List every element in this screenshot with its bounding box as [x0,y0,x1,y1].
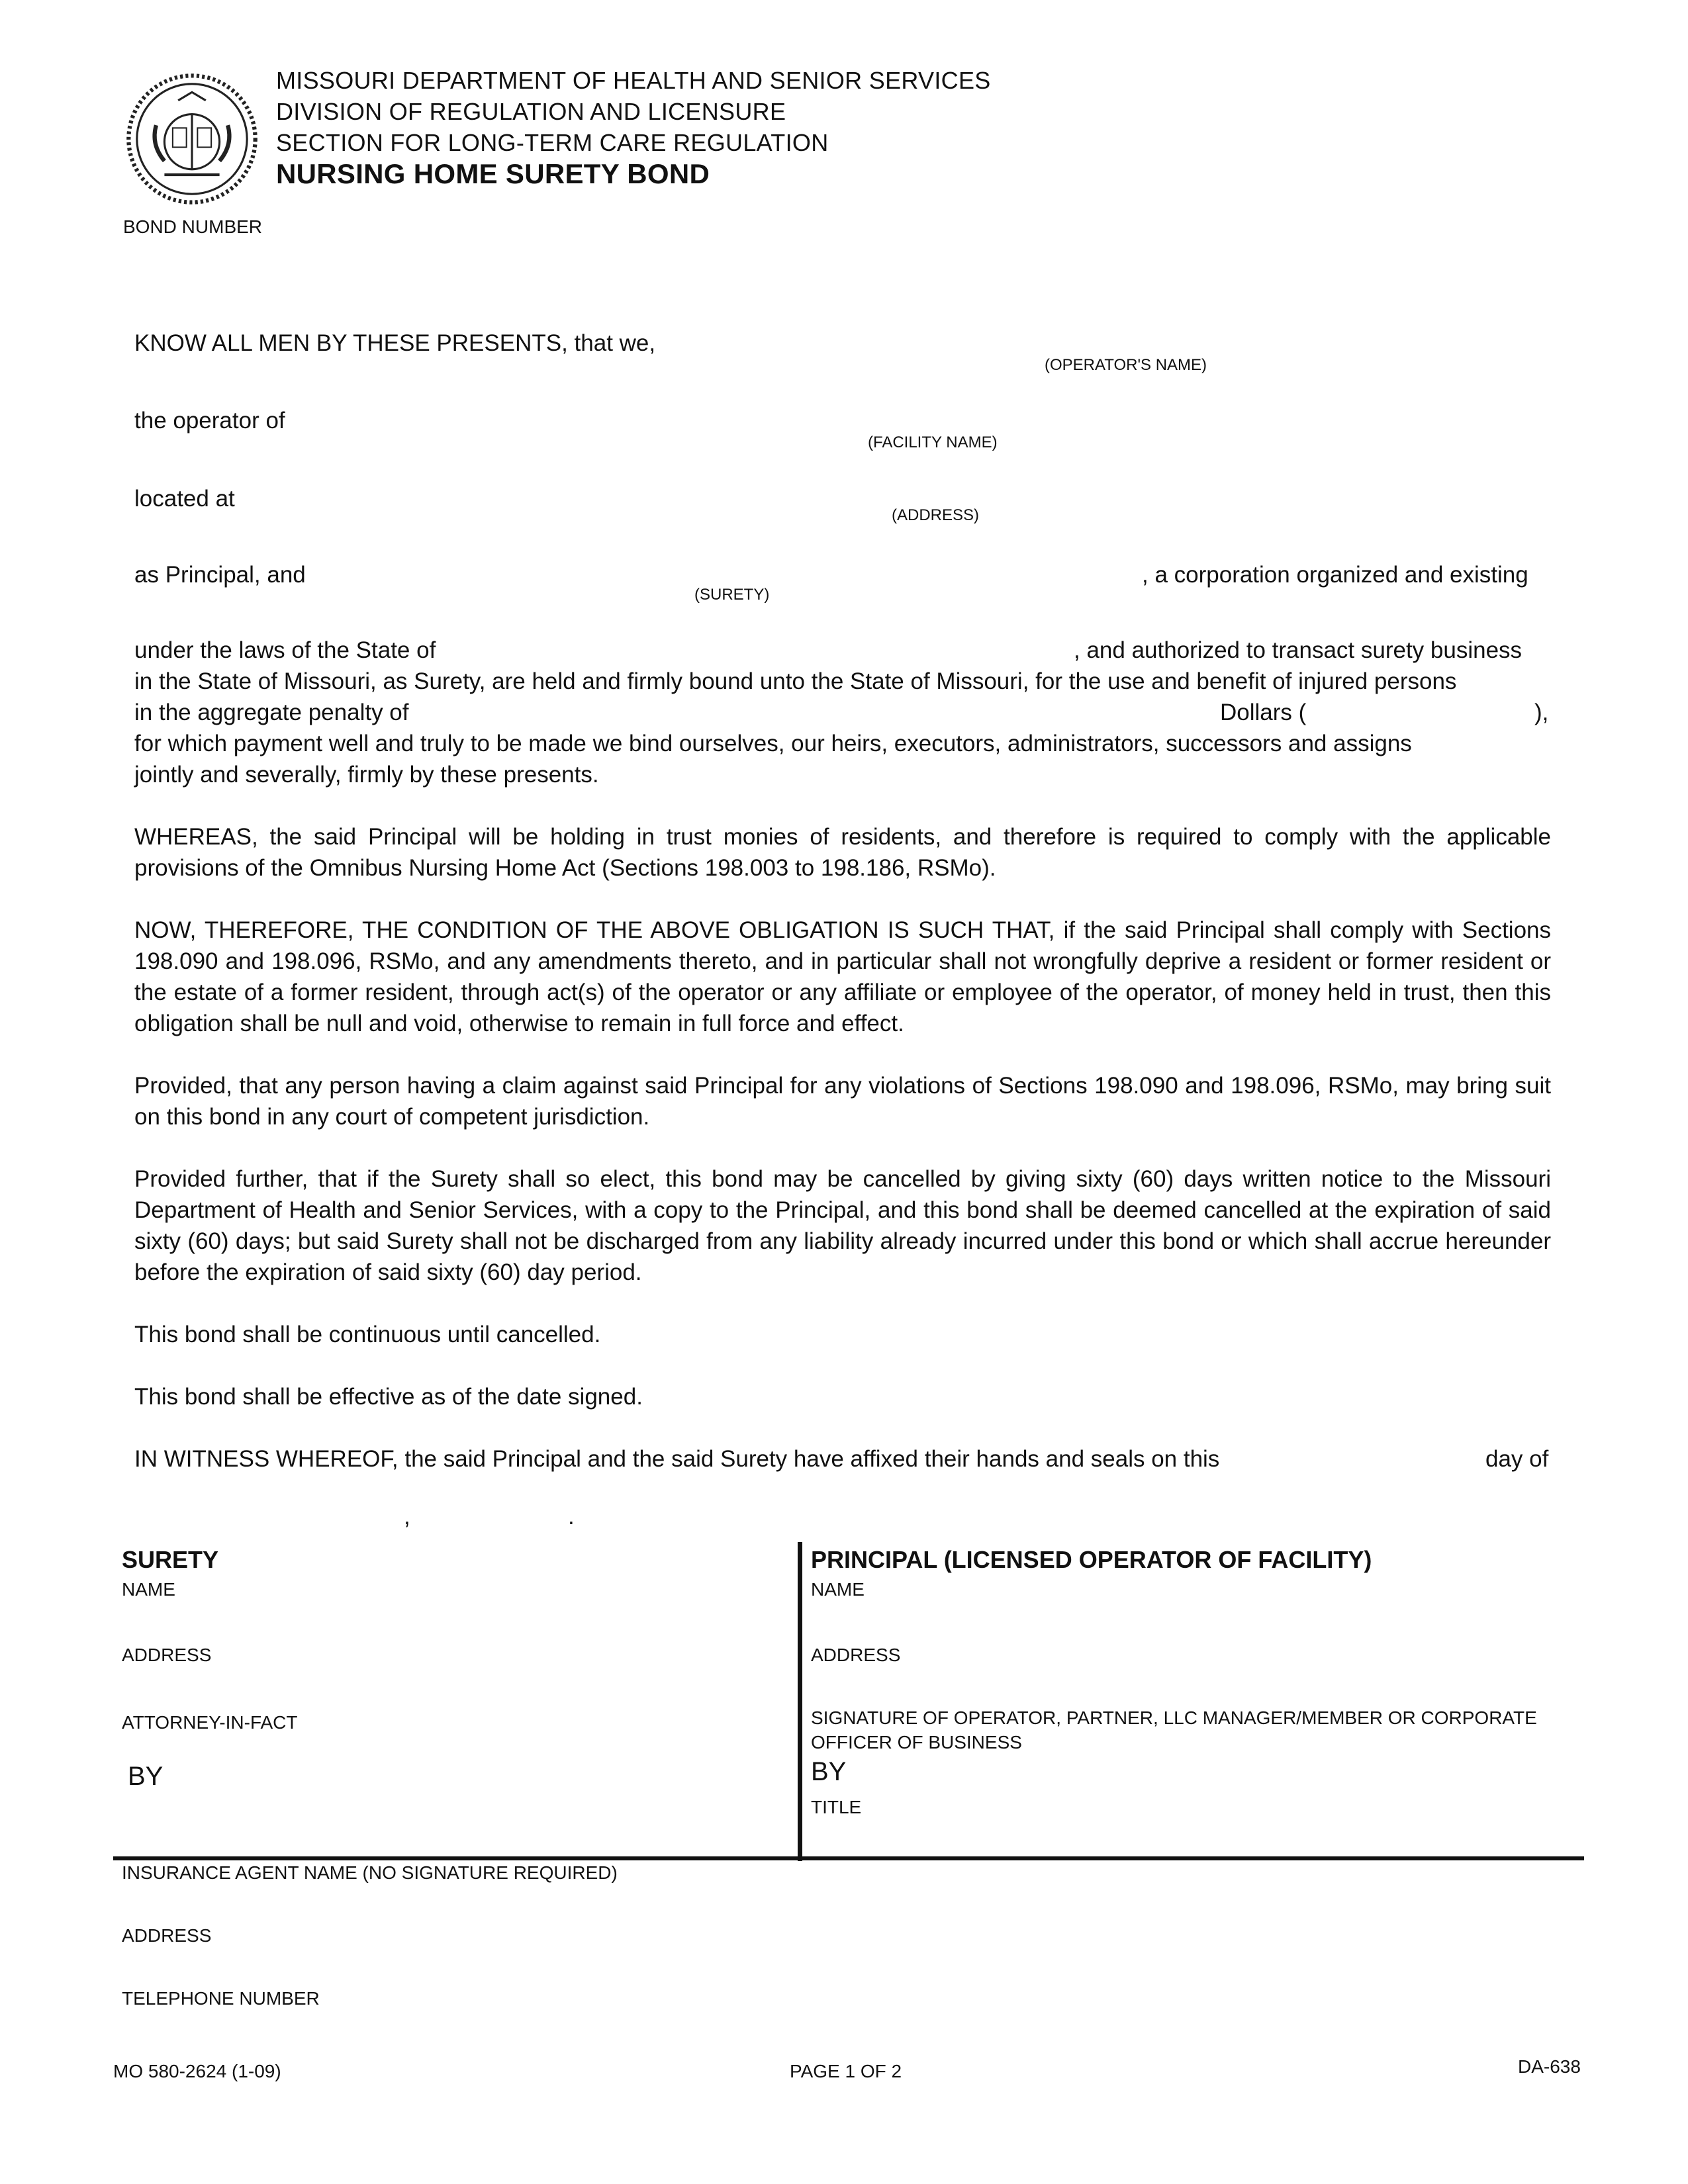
missouri-state-seal [123,70,261,208]
bound-line: in the State of Missouri, as Surety, are held and firmly bound unto the State of Missouri, for the use and benefit of injured persons [134,668,1457,694]
facility-name-caption: (FACILITY NAME) [868,433,998,451]
agent-address-label: ADDRESS [122,1925,212,1946]
located-at-text: located at [134,486,235,512]
attorney-in-fact-label: ATTORNEY-IN-FACT [122,1712,298,1733]
as-principal-text: as Principal, and [134,562,306,588]
bond-number-label: BOND NUMBER [123,216,263,237]
whereas-paragraph: WHEREAS, the said Principal will be holding in trust monies of residents, and therefore is required to comply with the applicable provisions of the Omnibus Nursing Home Act (Sections 198.003 to 198.186, RSMo). [134,824,1551,881]
operators-name-caption: (OPERATOR'S NAME) [1045,356,1207,374]
signature-divider-vertical [798,1542,802,1861]
provided-further-paragraph: Provided further, that if the Surety shall so elect, this bond may be cancelled by giving sixty (60) days written notice to the Missouri Department of Health and Senior Services, with a copy to the Principal, and this bond shall be deemed cancelled at the expiration of said sixty (60) days; but said Surety shall not be discharged from any liability already incurred under this bond or which shall accrue hereunder before the expiration of said sixty (60) day period. [134,1166,1551,1285]
principal-name-label: NAME [811,1579,865,1600]
surety-by-label: BY [128,1762,164,1791]
form-title: NURSING HOME SURETY BOND [276,158,710,189]
signature-divider-horizontal [113,1856,1584,1860]
surety-name-label: NAME [122,1579,175,1600]
day-of-text: day of [1485,1446,1549,1472]
know-all-men-text: KNOW ALL MEN BY THESE PRESENTS, that we, [134,330,656,356]
department-heading: MISSOURI DEPARTMENT OF HEALTH AND SENIOR SERVICES [276,67,991,94]
effective-text: This bond shall be effective as of the date signed. [134,1384,643,1410]
surety-address-label: ADDRESS [122,1645,212,1665]
agent-telephone-label: TELEPHONE NUMBER [122,1988,320,2009]
principal-by-label: BY [811,1757,847,1786]
signature-label-line1: SIGNATURE OF OPERATOR, PARTNER, LLC MANAGER/MEMBER OR CORPORATE [811,1707,1537,1728]
dollars-text: Dollars ( [1220,700,1307,725]
section-heading: SECTION FOR LONG-TERM CARE REGULATION [276,129,829,156]
principal-title-label: TITLE [811,1797,862,1817]
date-comma: , [404,1504,410,1529]
close-paren: ), [1534,700,1549,725]
corporation-text: , a corporation organized and existing [1142,562,1528,588]
authorized-text: , and authorized to transact surety business [1074,637,1523,663]
signature-label-line2: OFFICER OF BUSINESS [811,1732,1022,1752]
address-caption: (ADDRESS) [892,506,980,524]
surety-caption: (SURETY) [694,586,770,604]
continuous-text: This bond shall be continuous until cancelled. [134,1322,601,1347]
date-period: . [568,1504,575,1529]
under-laws-text: under the laws of the State of [134,637,436,663]
insurance-agent-label: INSURANCE AGENT NAME (NO SIGNATURE REQUIRED) [122,1862,618,1883]
provided-paragraph: Provided, that any person having a claim against said Principal for any violations of Sections 198.090 and 198.096, RSMo, may bring suit on this bond in any court of competent jurisdiction. [134,1073,1551,1130]
division-heading: DIVISION OF REGULATION AND LICENSURE [276,98,786,125]
page-number: PAGE 1 OF 2 [790,2061,902,2081]
jointly-line: jointly and severally, firmly by these presents. [134,762,599,788]
principal-address-label: ADDRESS [811,1645,901,1665]
payment-line: for which payment well and truly to be made we bind ourselves, our heirs, executors, administrators, successors and assigns [134,731,1412,756]
surety-title: SURETY [122,1546,219,1573]
form-number: MO 580-2624 (1-09) [113,2061,281,2081]
principal-title: PRINCIPAL (LICENSED OPERATOR OF FACILITY) [811,1546,1372,1573]
penalty-text: in the aggregate penalty of [134,700,409,725]
now-therefore-paragraph: NOW, THEREFORE, THE CONDITION OF THE ABOVE OBLIGATION IS SUCH THAT, if the said Principal shall comply with Sections 198.090 and 198.096, RSMo, and any amendments thereto, and in particular shall not wrongfully deprive a resident or former resident or the estate of a former resident, through act(s) of the operator or any affiliate or employee of the operator, of money held in trust, then this obligation shall be null and void, otherwise to remain in full force and effect. [134,917,1551,1036]
witness-text: IN WITNESS WHEREOF, the said Principal and the said Surety have affixed their hands and seals on this [134,1446,1220,1472]
operator-of-text: the operator of [134,408,285,433]
form-code: DA-638 [1518,2056,1581,2077]
